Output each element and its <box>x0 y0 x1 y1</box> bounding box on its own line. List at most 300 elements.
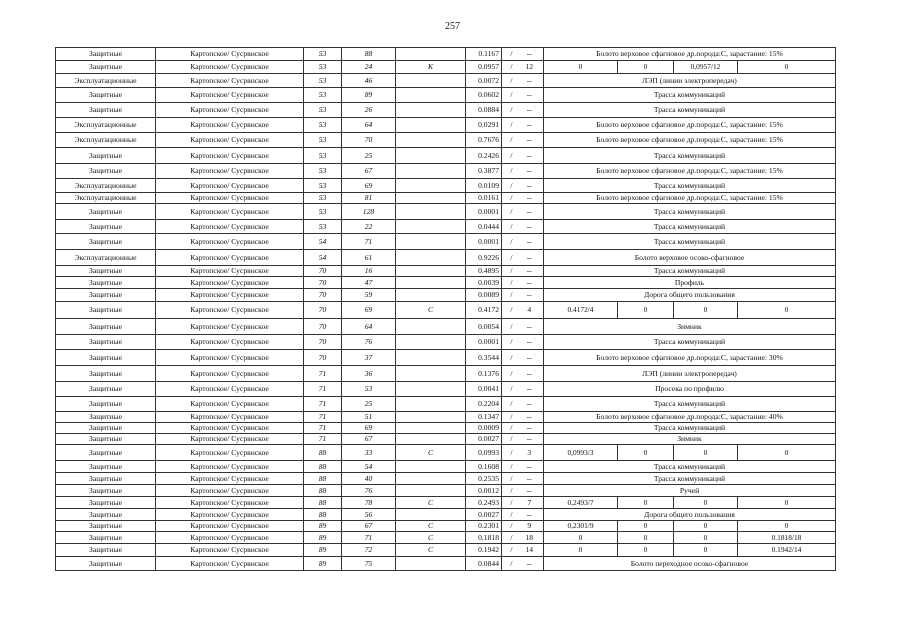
volume-cell: 0 <box>544 61 618 74</box>
slash-cell: / <box>502 521 516 532</box>
area-cell: 0.9226 <box>466 250 502 266</box>
count-cell: -- <box>516 277 544 289</box>
quarter-cell: 70 <box>304 335 342 350</box>
forestry-cell: Картопское/ Сусрвнское <box>156 118 304 133</box>
volume-cell: 0 <box>674 532 738 544</box>
table-row <box>56 266 836 277</box>
species-code-cell: К <box>396 61 466 74</box>
count-cell: 12 <box>516 61 544 74</box>
quarter-cell: 53 <box>304 118 342 133</box>
category-cell: Эксплуатационные <box>56 250 156 266</box>
table-row <box>56 350 836 366</box>
forestry-cell: Картопское/ Сусрвнское <box>156 434 304 445</box>
land-description-cell: Болото верховое сфагновое др.порода:С, зарастание: 15% <box>544 133 836 148</box>
count-cell: -- <box>516 234 544 250</box>
volume-cell: 0,2493/7 <box>544 497 618 509</box>
plot-cell: 26 <box>342 103 396 118</box>
slash-cell: / <box>502 532 516 544</box>
quarter-cell: 71 <box>304 423 342 434</box>
plot-cell: 78 <box>342 497 396 509</box>
volume-cell: 0 <box>738 61 836 74</box>
land-description-cell: Трасса коммуникаций <box>544 473 836 485</box>
count-cell: -- <box>516 557 544 571</box>
volume-cell: 0.1942/14 <box>738 544 836 557</box>
table-row <box>56 397 836 412</box>
volume-cell: 0 <box>674 302 738 319</box>
species-code-cell <box>396 220 466 234</box>
table-row <box>56 412 836 423</box>
category-cell: Защитные <box>56 319 156 335</box>
quarter-cell: 88 <box>304 473 342 485</box>
count-cell: 4 <box>516 302 544 319</box>
category-cell: Защитные <box>56 366 156 382</box>
quarter-cell: 71 <box>304 397 342 412</box>
plot-cell: 88 <box>342 48 396 61</box>
count-cell: -- <box>516 250 544 266</box>
slash-cell: / <box>502 289 516 302</box>
forestry-cell: Картопское/ Сусрвнское <box>156 133 304 148</box>
plot-cell: 54 <box>342 461 396 473</box>
plot-cell: 89 <box>342 88 396 103</box>
volume-cell: 0 <box>738 497 836 509</box>
category-cell: Защитные <box>56 350 156 366</box>
count-cell: -- <box>516 266 544 277</box>
volume-cell: 0 <box>738 521 836 532</box>
category-cell: Эксплуатационные <box>56 118 156 133</box>
area-cell: 0.1347 <box>466 412 502 423</box>
forestry-cell: Картопское/ Сусрвнское <box>156 412 304 423</box>
forestry-cell: Картопское/ Сусрвнское <box>156 220 304 234</box>
quarter-cell: 70 <box>304 266 342 277</box>
area-cell: 0.1167 <box>466 48 502 61</box>
slash-cell: / <box>502 118 516 133</box>
area-cell: 0.2493 <box>466 497 502 509</box>
area-cell: 0.0072 <box>466 74 502 88</box>
slash-cell: / <box>502 423 516 434</box>
forestry-cell: Картопское/ Сусрвнское <box>156 179 304 193</box>
species-code-cell <box>396 250 466 266</box>
area-cell: 0.0109 <box>466 179 502 193</box>
table-row <box>56 103 836 118</box>
category-cell: Защитные <box>56 509 156 521</box>
quarter-cell: 53 <box>304 133 342 148</box>
plot-cell: 76 <box>342 485 396 497</box>
slash-cell: / <box>502 88 516 103</box>
table-row <box>56 473 836 485</box>
slash-cell: / <box>502 103 516 118</box>
area-cell: 0.0161 <box>466 193 502 204</box>
area-cell: 0.1818 <box>466 532 502 544</box>
forestry-cell: Картопское/ Сусрвнское <box>156 557 304 571</box>
slash-cell: / <box>502 366 516 382</box>
count-cell: -- <box>516 88 544 103</box>
volume-cell: 0 <box>674 521 738 532</box>
forestry-cell: Картопское/ Сусрвнское <box>156 473 304 485</box>
plot-cell: 25 <box>342 148 396 164</box>
category-cell: Защитные <box>56 302 156 319</box>
slash-cell: / <box>502 497 516 509</box>
count-cell: -- <box>516 382 544 397</box>
quarter-cell: 54 <box>304 234 342 250</box>
species-code-cell: С <box>396 544 466 557</box>
quarter-cell: 53 <box>304 148 342 164</box>
species-code-cell <box>396 335 466 350</box>
land-description-cell: Дорога общего пользования <box>544 289 836 302</box>
slash-cell: / <box>502 350 516 366</box>
table-row <box>56 234 836 250</box>
quarter-cell: 53 <box>304 74 342 88</box>
species-code-cell: С <box>396 532 466 544</box>
species-code-cell: С <box>396 445 466 461</box>
quarter-cell: 70 <box>304 289 342 302</box>
count-cell: -- <box>516 473 544 485</box>
table-row <box>56 289 836 302</box>
category-cell: Защитные <box>56 423 156 434</box>
plot-cell: 69 <box>342 179 396 193</box>
category-cell: Защитные <box>56 485 156 497</box>
land-description-cell: Зимник <box>544 434 836 445</box>
area-cell: 0.2535 <box>466 473 502 485</box>
count-cell: -- <box>516 397 544 412</box>
slash-cell: / <box>502 193 516 204</box>
forestry-cell: Картопское/ Сусрвнское <box>156 445 304 461</box>
table-row <box>56 204 836 220</box>
volume-cell: 0 <box>738 302 836 319</box>
land-description-cell: Дорога общего пользования <box>544 509 836 521</box>
quarter-cell: 53 <box>304 220 342 234</box>
count-cell: -- <box>516 335 544 350</box>
volume-cell: 0 <box>618 521 674 532</box>
land-description-cell: ЛЭП (линии электропередач) <box>544 74 836 88</box>
forestry-cell: Картопское/ Сусрвнское <box>156 266 304 277</box>
land-description-cell: Болото верховое сфагновое др.порода:С, зарастание: 15% <box>544 193 836 204</box>
quarter-cell: 53 <box>304 164 342 179</box>
slash-cell: / <box>502 544 516 557</box>
species-code-cell <box>396 148 466 164</box>
slash-cell: / <box>502 277 516 289</box>
area-cell: 0.2301 <box>466 521 502 532</box>
forestry-cell: Картопское/ Сусрвнское <box>156 61 304 74</box>
area-cell: 0.0444 <box>466 220 502 234</box>
category-cell: Защитные <box>56 48 156 61</box>
category-cell: Защитные <box>56 382 156 397</box>
land-description-cell: Трасса коммуникаций <box>544 204 836 220</box>
land-description-cell: Болото переходное осоко-сфагновое <box>544 557 836 571</box>
plot-cell: 51 <box>342 412 396 423</box>
species-code-cell <box>396 434 466 445</box>
plot-cell: 70 <box>342 133 396 148</box>
forestry-cell: Картопское/ Сусрвнское <box>156 48 304 61</box>
table-row <box>56 366 836 382</box>
species-code-cell <box>396 319 466 335</box>
slash-cell: / <box>502 509 516 521</box>
count-cell: -- <box>516 509 544 521</box>
category-cell: Защитные <box>56 445 156 461</box>
slash-cell: / <box>502 204 516 220</box>
quarter-cell: 88 <box>304 509 342 521</box>
table-row <box>56 532 836 544</box>
slash-cell: / <box>502 220 516 234</box>
species-code-cell <box>396 412 466 423</box>
volume-cell: 0 <box>674 445 738 461</box>
quarter-cell: 70 <box>304 302 342 319</box>
count-cell: 9 <box>516 521 544 532</box>
volume-cell: 0 <box>618 61 674 74</box>
table-row <box>56 423 836 434</box>
slash-cell: / <box>502 412 516 423</box>
area-cell: 0.4172 <box>466 302 502 319</box>
category-cell: Защитные <box>56 497 156 509</box>
quarter-cell: 71 <box>304 366 342 382</box>
area-cell: 0.0001 <box>466 234 502 250</box>
category-cell: Защитные <box>56 88 156 103</box>
area-cell: 0.1942 <box>466 544 502 557</box>
species-code-cell <box>396 234 466 250</box>
plot-cell: 67 <box>342 434 396 445</box>
land-description-cell: Трасса коммуникаций <box>544 88 836 103</box>
quarter-cell: 88 <box>304 497 342 509</box>
species-code-cell <box>396 461 466 473</box>
slash-cell: / <box>502 445 516 461</box>
count-cell: -- <box>516 179 544 193</box>
species-code-cell <box>396 133 466 148</box>
category-cell: Защитные <box>56 234 156 250</box>
plot-cell: 16 <box>342 266 396 277</box>
plot-cell: 69 <box>342 302 396 319</box>
table-row <box>56 319 836 335</box>
land-description-cell: Трасса коммуникаций <box>544 335 836 350</box>
forestry-cell: Картопское/ Сусрвнское <box>156 277 304 289</box>
category-cell: Защитные <box>56 204 156 220</box>
quarter-cell: 53 <box>304 179 342 193</box>
slash-cell: / <box>502 133 516 148</box>
land-description-cell: Трасса коммуникаций <box>544 266 836 277</box>
page-number: 257 <box>445 21 460 32</box>
species-code-cell <box>396 397 466 412</box>
area-cell: 0.1376 <box>466 366 502 382</box>
category-cell: Защитные <box>56 557 156 571</box>
category-cell: Защитные <box>56 412 156 423</box>
forestry-cell: Картопское/ Сусрвнское <box>156 423 304 434</box>
table-row <box>56 445 836 461</box>
plot-cell: 33 <box>342 445 396 461</box>
count-cell: -- <box>516 423 544 434</box>
table-row <box>56 220 836 234</box>
category-cell: Защитные <box>56 461 156 473</box>
category-cell: Защитные <box>56 148 156 164</box>
category-cell: Защитные <box>56 521 156 532</box>
forestry-cell: Картопское/ Сусрвнское <box>156 485 304 497</box>
table-row <box>56 557 836 571</box>
category-cell: Эксплуатационные <box>56 179 156 193</box>
area-cell: 0.0993 <box>466 445 502 461</box>
quarter-cell: 71 <box>304 412 342 423</box>
register-body <box>56 48 836 571</box>
slash-cell: / <box>502 382 516 397</box>
slash-cell: / <box>502 250 516 266</box>
slash-cell: / <box>502 266 516 277</box>
plot-cell: 40 <box>342 473 396 485</box>
count-cell: -- <box>516 412 544 423</box>
table-row <box>56 382 836 397</box>
species-code-cell <box>396 423 466 434</box>
count-cell: 14 <box>516 544 544 557</box>
plot-cell: 71 <box>342 234 396 250</box>
plot-cell: 24 <box>342 61 396 74</box>
plot-cell: 61 <box>342 250 396 266</box>
forestry-cell: Картопское/ Сусрвнское <box>156 544 304 557</box>
species-code-cell <box>396 473 466 485</box>
land-description-cell: Болото верховое сфагновое др.порода:С, зарастание: 15% <box>544 164 836 179</box>
plot-cell: 67 <box>342 521 396 532</box>
forestry-cell: Картопское/ Сусрвнское <box>156 204 304 220</box>
table-row <box>56 277 836 289</box>
category-cell: Защитные <box>56 61 156 74</box>
land-description-cell: Трасса коммуникаций <box>544 234 836 250</box>
forestry-cell: Картопское/ Сусрвнское <box>156 509 304 521</box>
species-code-cell <box>396 88 466 103</box>
land-description-cell: Болото верховое сфагновое др.порода:С, зарастание: 40% <box>544 412 836 423</box>
quarter-cell: 70 <box>304 350 342 366</box>
forestry-cell: Картопское/ Сусрвнское <box>156 193 304 204</box>
plot-cell: 67 <box>342 164 396 179</box>
plot-cell: 25 <box>342 397 396 412</box>
volume-cell: 0 <box>674 497 738 509</box>
species-code-cell <box>396 509 466 521</box>
slash-cell: / <box>502 148 516 164</box>
land-description-cell: Трасса коммуникаций <box>544 179 836 193</box>
quarter-cell: 53 <box>304 48 342 61</box>
count-cell: -- <box>516 461 544 473</box>
category-cell: Защитные <box>56 220 156 234</box>
forestry-cell: Картопское/ Сусрвнское <box>156 497 304 509</box>
count-cell: -- <box>516 204 544 220</box>
category-cell: Защитные <box>56 473 156 485</box>
slash-cell: / <box>502 61 516 74</box>
count-cell: -- <box>516 434 544 445</box>
species-code-cell <box>396 179 466 193</box>
forestry-cell: Картопское/ Сусрвнское <box>156 319 304 335</box>
table-row <box>56 521 836 532</box>
slash-cell: / <box>502 234 516 250</box>
area-cell: 0.0602 <box>466 88 502 103</box>
plot-cell: 36 <box>342 366 396 382</box>
table-row <box>56 461 836 473</box>
area-cell: 0.0884 <box>466 103 502 118</box>
area-cell: 0.0291 <box>466 118 502 133</box>
slash-cell: / <box>502 74 516 88</box>
forestry-cell: Картопское/ Сусрвнское <box>156 103 304 118</box>
species-code-cell <box>396 204 466 220</box>
area-cell: 0.2426 <box>466 148 502 164</box>
volume-cell: 0.1818/18 <box>738 532 836 544</box>
species-code-cell: С <box>396 521 466 532</box>
quarter-cell: 71 <box>304 434 342 445</box>
plot-cell: 47 <box>342 277 396 289</box>
table-row <box>56 164 836 179</box>
forestry-cell: Картопское/ Сусрвнское <box>156 234 304 250</box>
species-code-cell <box>396 164 466 179</box>
volume-cell: 0,2301/9 <box>544 521 618 532</box>
table-row <box>56 193 836 204</box>
volume-cell: 0 <box>738 445 836 461</box>
forestry-cell: Картопское/ Сусрвнское <box>156 250 304 266</box>
quarter-cell: 89 <box>304 557 342 571</box>
quarter-cell: 53 <box>304 103 342 118</box>
land-description-cell: Ручей <box>544 485 836 497</box>
slash-cell: / <box>502 335 516 350</box>
forestry-cell: Картопское/ Сусрвнское <box>156 397 304 412</box>
quarter-cell: 53 <box>304 88 342 103</box>
area-cell: 0.0001 <box>466 335 502 350</box>
slash-cell: / <box>502 164 516 179</box>
forestry-cell: Картопское/ Сусрвнское <box>156 521 304 532</box>
area-cell: 0.2204 <box>466 397 502 412</box>
quarter-cell: 88 <box>304 461 342 473</box>
species-code-cell <box>396 382 466 397</box>
land-description-cell: Болото верховое сфагновое др.порода:С, зарастание: 15% <box>544 48 836 61</box>
count-cell: -- <box>516 319 544 335</box>
area-cell: 0.0041 <box>466 382 502 397</box>
land-description-cell: Зимник <box>544 319 836 335</box>
slash-cell: / <box>502 302 516 319</box>
species-code-cell <box>396 118 466 133</box>
quarter-cell: 53 <box>304 204 342 220</box>
table-row <box>56 48 836 61</box>
plot-cell: 64 <box>342 319 396 335</box>
plot-cell: 37 <box>342 350 396 366</box>
forestry-cell: Картопское/ Сусрвнское <box>156 74 304 88</box>
forestry-cell: Картопское/ Сусрвнское <box>156 289 304 302</box>
count-cell: -- <box>516 118 544 133</box>
area-cell: 0.7676 <box>466 133 502 148</box>
species-code-cell <box>396 193 466 204</box>
count-cell: 3 <box>516 445 544 461</box>
count-cell: -- <box>516 289 544 302</box>
volume-cell: 0 <box>674 544 738 557</box>
volume-cell: 0 <box>618 497 674 509</box>
area-cell: 0.3877 <box>466 164 502 179</box>
plot-cell: 76 <box>342 335 396 350</box>
category-cell: Защитные <box>56 289 156 302</box>
plot-cell: 128 <box>342 204 396 220</box>
area-cell: 0.0054 <box>466 319 502 335</box>
species-code-cell <box>396 266 466 277</box>
species-code-cell <box>396 289 466 302</box>
table-row <box>56 544 836 557</box>
plot-cell: 64 <box>342 118 396 133</box>
category-cell: Защитные <box>56 103 156 118</box>
table-row <box>56 434 836 445</box>
slash-cell: / <box>502 461 516 473</box>
area-cell: 0.4895 <box>466 266 502 277</box>
category-cell: Защитные <box>56 335 156 350</box>
area-cell: 0.0089 <box>466 289 502 302</box>
count-cell: -- <box>516 350 544 366</box>
forestry-cell: Картопское/ Сусрвнское <box>156 335 304 350</box>
forestry-cell: Картопское/ Сусрвнское <box>156 148 304 164</box>
plot-cell: 72 <box>342 544 396 557</box>
area-cell: 0.0039 <box>466 277 502 289</box>
forestry-cell: Картопское/ Сусрвнское <box>156 350 304 366</box>
quarter-cell: 89 <box>304 521 342 532</box>
count-cell: -- <box>516 366 544 382</box>
volume-cell: 0,0957/12 <box>674 61 738 74</box>
species-code-cell <box>396 277 466 289</box>
category-cell: Защитные <box>56 544 156 557</box>
volume-cell: 0 <box>544 532 618 544</box>
area-cell: 0.0001 <box>466 204 502 220</box>
